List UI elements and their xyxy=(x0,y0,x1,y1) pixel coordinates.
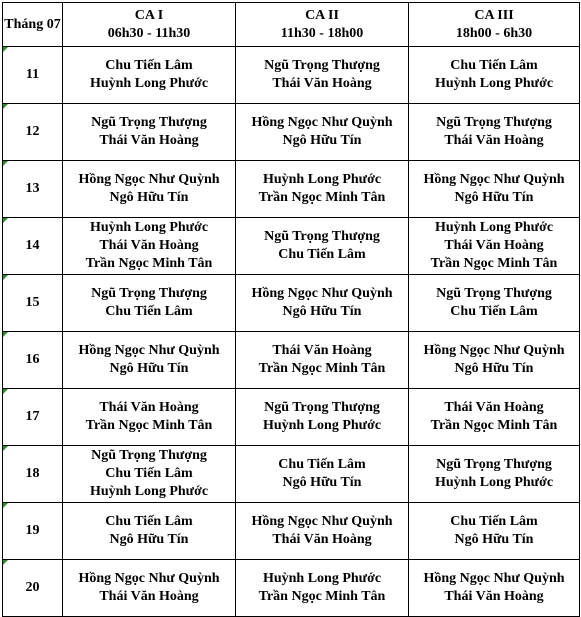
header-row xyxy=(3,3,580,47)
comment-indicator-icon xyxy=(3,218,8,223)
shift-cell[interactable] xyxy=(409,275,580,332)
shift-cell[interactable] xyxy=(63,218,236,275)
day-number: 17 xyxy=(25,409,40,424)
shift-cell[interactable] xyxy=(236,389,409,446)
shift-name: CA II xyxy=(305,7,339,23)
day-cell[interactable] xyxy=(3,389,63,446)
staff-name: Ngô Hữu Tín xyxy=(454,190,534,205)
shift-time: 06h30 - 11h30 xyxy=(107,25,191,41)
shift-cell[interactable] xyxy=(63,560,236,617)
staff-name: Hồng Ngọc Như Quỳnh xyxy=(78,571,220,586)
staff-name: Hồng Ngọc Như Quỳnh xyxy=(423,343,565,358)
table-row xyxy=(3,389,580,446)
staff-name: Ngũ Trọng Thượng xyxy=(436,115,552,130)
shift-schedule-table xyxy=(2,2,580,617)
staff-name: Trần Ngọc Minh Tân xyxy=(430,256,558,271)
staff-name: Huỳnh Long Phước xyxy=(262,418,382,433)
shift-cell[interactable] xyxy=(63,332,236,389)
table-row xyxy=(3,161,580,218)
shift-name: CA I xyxy=(134,7,164,23)
day-cell[interactable] xyxy=(3,161,63,218)
day-number: 13 xyxy=(25,181,40,196)
staff-name: Hồng Ngọc Như Quỳnh xyxy=(78,172,220,187)
staff-name: Chu Tiến Lâm xyxy=(278,457,366,472)
shift-cell[interactable] xyxy=(236,104,409,161)
staff-name: Huỳnh Long Phước xyxy=(434,76,554,91)
staff-name: Chu Tiến Lâm xyxy=(450,304,538,319)
shift-cell[interactable] xyxy=(409,389,580,446)
comment-indicator-icon xyxy=(3,47,8,52)
staff-name: Ngũ Trọng Thượng xyxy=(436,457,552,472)
shift-cell[interactable] xyxy=(236,161,409,218)
comment-indicator-icon xyxy=(3,389,8,394)
shift-cell[interactable] xyxy=(63,503,236,560)
shift-header-cell[interactable] xyxy=(63,3,236,47)
staff-name: Chu Tiến Lâm xyxy=(105,514,193,529)
table-row xyxy=(3,104,580,161)
staff-name: Ngô Hữu Tín xyxy=(109,361,189,376)
staff-name: Thái Văn Hoàng xyxy=(99,400,199,415)
shift-cell[interactable] xyxy=(236,332,409,389)
staff-name: Trần Ngọc Minh Tân xyxy=(258,190,386,205)
staff-name: Hồng Ngọc Như Quỳnh xyxy=(251,115,393,130)
table-row xyxy=(3,47,580,104)
staff-name: Thái Văn Hoàng xyxy=(272,76,372,91)
staff-name: Ngũ Trọng Thượng xyxy=(91,115,207,130)
staff-name: Huỳnh Long Phước xyxy=(434,475,554,490)
shift-cell[interactable] xyxy=(63,161,236,218)
staff-name: Thái Văn Hoàng xyxy=(444,589,544,604)
comment-indicator-icon xyxy=(3,560,8,565)
staff-name: Ngô Hữu Tín xyxy=(282,133,362,148)
shift-cell[interactable] xyxy=(409,47,580,104)
staff-name: Ngũ Trọng Thượng xyxy=(91,286,207,301)
day-number: 14 xyxy=(25,238,40,253)
shift-cell[interactable] xyxy=(409,446,580,503)
day-number: 20 xyxy=(25,580,40,595)
table-row xyxy=(3,560,580,617)
staff-name: Hồng Ngọc Như Quỳnh xyxy=(423,172,565,187)
table-row xyxy=(3,446,580,503)
day-number: 12 xyxy=(25,124,40,139)
table-row xyxy=(3,218,580,275)
shift-cell[interactable] xyxy=(63,275,236,332)
staff-name: Huỳnh Long Phước xyxy=(262,571,382,586)
staff-name: Chu Tiến Lâm xyxy=(105,304,193,319)
shift-header-cell[interactable] xyxy=(409,3,580,47)
table-row xyxy=(3,503,580,560)
shift-cell[interactable] xyxy=(63,104,236,161)
day-cell[interactable] xyxy=(3,560,63,617)
staff-name: Ngô Hữu Tín xyxy=(282,475,362,490)
comment-indicator-icon xyxy=(3,275,8,280)
day-cell[interactable] xyxy=(3,275,63,332)
staff-name: Thái Văn Hoàng xyxy=(99,133,199,148)
staff-name: Thái Văn Hoàng xyxy=(444,400,544,415)
shift-cell[interactable] xyxy=(236,446,409,503)
day-cell[interactable] xyxy=(3,218,63,275)
comment-indicator-icon xyxy=(3,104,8,109)
staff-name: Huỳnh Long Phước xyxy=(89,484,209,499)
day-number: 11 xyxy=(25,67,40,82)
staff-name: Thái Văn Hoàng xyxy=(99,589,199,604)
staff-name: Chu Tiến Lâm xyxy=(105,466,193,481)
staff-name: Trần Ngọc Minh Tân xyxy=(85,418,213,433)
staff-name: Thái Văn Hoàng xyxy=(444,238,544,253)
staff-name: Chu Tiến Lâm xyxy=(450,58,538,73)
staff-name: Trần Ngọc Minh Tân xyxy=(258,589,386,604)
comment-indicator-icon xyxy=(3,446,8,451)
staff-name: Ngũ Trọng Thượng xyxy=(264,229,380,244)
shift-cell[interactable] xyxy=(409,332,580,389)
shift-cell[interactable] xyxy=(63,446,236,503)
comment-indicator-icon xyxy=(3,332,8,337)
shift-time: 18h00 - 6h30 xyxy=(455,25,533,41)
shift-cell[interactable] xyxy=(236,218,409,275)
shift-cell[interactable] xyxy=(63,47,236,104)
staff-name: Chu Tiến Lâm xyxy=(105,58,193,73)
staff-name: Thái Văn Hoàng xyxy=(272,343,372,358)
day-number: 19 xyxy=(25,523,40,538)
staff-name: Thái Văn Hoàng xyxy=(272,532,372,547)
shift-cell[interactable] xyxy=(409,104,580,161)
shift-cell[interactable] xyxy=(409,560,580,617)
staff-name: Ngô Hữu Tín xyxy=(454,361,534,376)
shift-cell[interactable] xyxy=(63,389,236,446)
staff-name: Huỳnh Long Phước xyxy=(89,220,209,235)
shift-cell[interactable] xyxy=(236,275,409,332)
staff-name: Thái Văn Hoàng xyxy=(444,133,544,148)
staff-name: Ngô Hữu Tín xyxy=(282,304,362,319)
staff-name: Hồng Ngọc Như Quỳnh xyxy=(251,514,393,529)
staff-name: Huỳnh Long Phước xyxy=(262,172,382,187)
staff-name: Chu Tiến Lâm xyxy=(450,514,538,529)
shift-cell[interactable] xyxy=(236,560,409,617)
staff-name: Ngũ Trọng Thượng xyxy=(436,286,552,301)
day-cell[interactable] xyxy=(3,446,63,503)
comment-indicator-icon xyxy=(3,161,8,166)
day-number: 16 xyxy=(25,352,40,367)
table-row xyxy=(3,275,580,332)
shift-cell[interactable] xyxy=(409,503,580,560)
staff-name: Hồng Ngọc Như Quỳnh xyxy=(251,286,393,301)
day-number: 15 xyxy=(25,295,40,310)
staff-name: Thái Văn Hoàng xyxy=(99,238,199,253)
staff-name: Ngũ Trọng Thượng xyxy=(264,58,380,73)
schedule-body xyxy=(3,47,580,617)
shift-name: CA III xyxy=(474,7,514,23)
shift-cell[interactable] xyxy=(236,503,409,560)
day-number: 18 xyxy=(25,466,40,481)
month-label: Tháng 07 xyxy=(4,16,61,32)
shift-time: 11h30 - 18h00 xyxy=(280,25,364,41)
staff-name: Huỳnh Long Phước xyxy=(434,220,554,235)
staff-name: Ngô Hữu Tín xyxy=(109,190,189,205)
day-cell[interactable] xyxy=(3,332,63,389)
staff-name: Hồng Ngọc Như Quỳnh xyxy=(78,343,220,358)
staff-name: Ngũ Trọng Thượng xyxy=(91,448,207,463)
shift-cell[interactable] xyxy=(409,161,580,218)
shift-cell[interactable] xyxy=(236,47,409,104)
staff-name: Ngũ Trọng Thượng xyxy=(264,400,380,415)
comment-indicator-icon xyxy=(3,503,8,508)
day-cell[interactable] xyxy=(3,47,63,104)
day-cell[interactable] xyxy=(3,104,63,161)
table-row xyxy=(3,332,580,389)
staff-name: Ngô Hữu Tín xyxy=(109,532,189,547)
staff-name: Ngô Hữu Tín xyxy=(454,532,534,547)
staff-name: Trần Ngọc Minh Tân xyxy=(85,256,213,271)
day-cell[interactable] xyxy=(3,503,63,560)
staff-name: Hồng Ngọc Như Quỳnh xyxy=(423,571,565,586)
staff-name: Chu Tiến Lâm xyxy=(278,247,366,262)
staff-name: Trần Ngọc Minh Tân xyxy=(430,418,558,433)
shift-header-cell[interactable] xyxy=(236,3,409,47)
shift-cell[interactable] xyxy=(409,218,580,275)
staff-name: Huỳnh Long Phước xyxy=(89,76,209,91)
month-header-cell[interactable] xyxy=(3,3,63,47)
staff-name: Trần Ngọc Minh Tân xyxy=(258,361,386,376)
